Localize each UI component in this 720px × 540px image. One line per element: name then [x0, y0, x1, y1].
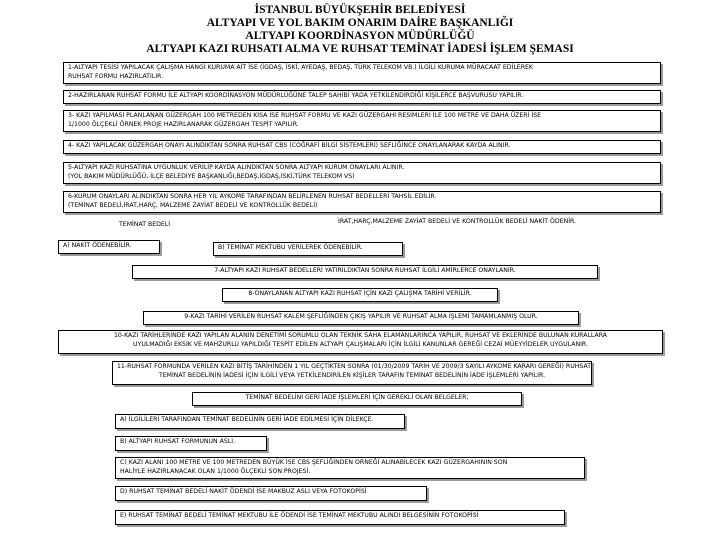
document-c-line-2: HALİYLE HAZIRLANACAK OLAN 1/1000 ÖLÇEKLİ SON PROJESİ.	[120, 467, 311, 475]
step-9-text: 9-KAZI TARİHİ VERİLEN RUHSAT KALEM ŞEFLİĞİNDEN ÇIKIŞ YAPILIR VE RUHSAT ALMA İŞLEMİ TAMAMLANMIŞ OLUR.	[184, 313, 538, 320]
step-10-line-1: 10-KAZI TARİHLERİNDE KAZI YAPILAN ALANIN DENETİMİ SORUMLU OLAN TEKNİK SAHA ELAMANLARINCA YAPILIR, RUHSAT VE EKLERİNDE BULUNAN KURALLARA	[114, 332, 607, 339]
option-b-box	[213, 242, 403, 256]
document-c-line-1: C) KAZI ALANI 100 METRE VE 100 METREDEN BÜYÜK İSE CBS ŞEFLİĞİNDEN ORNEĞİ ALINABİLECEK KAZI GÜZERGAHININ SON	[120, 459, 508, 466]
step-3-line-2: 1/1000 ÖLÇEKLİ ÖRNEK PROJE HAZIRLANARAK GÜZERGAH TESPİT YAPILIR.	[68, 120, 299, 128]
header-line-2: ALTYAPI VE YOL BAKIM ONARIM DAİRE BAŞKANLIĞI	[206, 17, 514, 29]
header-line-4: ALTYAPI KAZI RUHSATI ALMA VE RUHSAT TEMİNAT İADESİ İŞLEM ŞEMASI	[146, 43, 574, 55]
step-3-line-1: 3- KAZI YAPILMASI PLANLANAN GÜZERGAH 100 METREDEN KISA İSE RUHSAT FORMU VE KAZI GÜZERGAHI RESİMLERİ İLE 100 METRE VE DAHA ÜZERİ İSE	[68, 112, 542, 119]
branch-left-label: TEMİNAT BEDELİ	[119, 221, 171, 228]
header-line-1: İSTANBUL BÜYÜKŞEHİR BELEDİYESİ	[254, 4, 466, 16]
branch-right-label: İRAT,HARÇ,MALZEME ZAYİAT BEDELİ VE KONTROLLÜK BEDELİ NAKİT ÖDENİR.	[338, 218, 577, 225]
step-11-line-1: 11-RUHSAT FORMUNDA VERİLEN KAZI BİTİŞ TARİHİNDEN 1 YIL GEÇTİKTEN SONRA (01/30/2009 TARİH VE 2009/3 SAYILI AYKOME KARARI GEREĞİ) RUHSAT	[117, 363, 591, 370]
step-7-box	[132, 265, 598, 279]
step-7-text: 7-ALTYAPI KAZI RUHSAT BEDELLERİ YATIRILDIKTAN SONRA RUHSAT İLGİLİ AMİRLERCE ONAYLANIR.	[214, 267, 516, 274]
step-1-box	[63, 62, 661, 84]
step-8-text: 8-ONAYLANAN ALTYAPI KAZI RUHSAT İÇİN KAZI ÇALIŞMA TARİHİ VERİLİR.	[248, 290, 472, 297]
option-a-box	[58, 240, 160, 254]
step-6-line-1: 6-KURUM ONAYLARI ALINDIKTAN SONRA HER YIL AYKOME TARAFINDAN BELİRLENEN RUHSAT BEDELLERİ TAHSİL EDİLİR.	[68, 193, 437, 200]
step-6-line-2: (TEMİNAT BEDELİ,İRAT,HARÇ, MALZEME ZAYİAT BEDELİ VE KONTROLLÜK BEDELİ)	[68, 201, 318, 209]
document-c-box	[115, 457, 585, 479]
step-5-line-2: (YOL BAKIM MÜDÜRLÜĞÜ, İLÇE BELEDİYE BAŞKANLIĞI,BEDAŞ,İGDAŞ,İSKİ,TÜRK TELEKOM VS)	[68, 172, 355, 180]
step-3-box	[63, 110, 661, 132]
document-e-text: E) RUHSAT TEMİNAT BEDELİ TEMİNAT MEKTUBU İLE ÖDENDİ İSE TEMİNAT MEKTUBU ALINDI BELGESİNİN FOTOKOPİSİ	[120, 512, 479, 519]
header-line-3: ALTYAPI KOORDİNASYON MÜDÜRLÜĞÜ	[245, 30, 475, 42]
document-b-text: B) ALTYAPI RUHSAT FORMUNUN ASLI.	[120, 438, 236, 445]
document-a-text: A) İLGİLİLERİ TARAFINDAN TEMİNAT BEDELİNİN GERİ İADE EDİLMESİ İÇİN DİLEKÇE.	[120, 416, 374, 423]
option-a-text: A) NAKİT ÖDENEBİLİR.	[63, 242, 132, 249]
step-1-line-2: RUHSAT FORMU HAZIRLATILIR.	[68, 72, 164, 80]
document-a-box	[115, 414, 405, 429]
step-2-box	[63, 90, 661, 104]
documents-title-box	[192, 392, 522, 406]
step-10-box	[58, 330, 663, 354]
step-4-box	[63, 140, 661, 154]
document-b-box	[115, 436, 267, 451]
step-6-box	[63, 191, 661, 213]
document-e-box	[115, 510, 565, 525]
step-9-box	[143, 311, 579, 325]
step-11-box	[112, 361, 592, 385]
document-d-text: D) RUHSAT TEMİNAT BEDELİ NAKİT ÖDENDİ İSE MAKBUZ ASLI VEYA FOTOKOPİSİ	[120, 488, 367, 495]
step-5-line-1: 5-ALTYAPI KAZI RUHSATINA UYGUNLUK VERİLİP KAYDA ALINDIKTAN SONRA ALTYAPI KURUM ONAYLARI ALINIR.	[68, 164, 405, 171]
step-11-line-2: TEMİNAT BEDELİNİN İADESİ İÇİN İLGİLİ VEYA YETKİLENDİRİLEN KİŞİLER TARAFIN TEMİNAT BEDELİNİN İADE İŞLEMLERİ YAPILIR.	[158, 371, 546, 379]
step-2-text: 2-HAZIRLANAN RUHSAT FORMU İLE ALTYAPI KOORDİNASYON MÜDÜRLÜĞÜNE TALEP SAHİBİ YADA YETKİLENDİRDİĞİ KİŞİLERCE BAŞVURUSU YAPILIR.	[68, 92, 524, 99]
document-d-box	[115, 486, 427, 501]
documents-title: TEMİNAT BEDELİNİ GERİ İADE İŞLEMLERİ İÇİN GEREKLİ OLAN BELGELER;	[245, 394, 469, 401]
page-header	[0, 4, 720, 56]
step-5-box	[63, 162, 661, 184]
step-4-text: 4- KAZI YAPILACAK GÜZERGAH ONAYI ALINDIKTAN SONRA RUHSAT CBS (COĞRAFİ BİLGİ SİSTEMLERİ) SEFLİĞİNCE ONAYLANARAK KAYDA ALINIR.	[68, 142, 511, 149]
option-b-text: B) TEMİNAT MEKTUBU VERİLEREK ÖDENEBİLİR.	[218, 244, 363, 251]
step-8-box	[222, 288, 498, 302]
step-10-line-2: UYULMADIĞI EKSİK VE MAHZURLU YAPILDIĞI TESPİT EDİLEN ALTYAPI ÇALIŞMALARI İÇİN İLGİLİ KANUNLAR GEREĞİ CEZAİ MÜEYYİDELER UYGULANIR.	[133, 340, 588, 348]
step-1-line-1: 1-ALTYAPI TESİSİ YAPILACAK ÇALIŞMA HANGİ KURUMA AİT İSE (İGDAŞ, İSKİ, AYEDAŞ, BEDAŞ, TÜRK TELEKOM VB.) İLGİLİ KURUMA MÜRACAAT EDİLEREK	[68, 64, 533, 71]
